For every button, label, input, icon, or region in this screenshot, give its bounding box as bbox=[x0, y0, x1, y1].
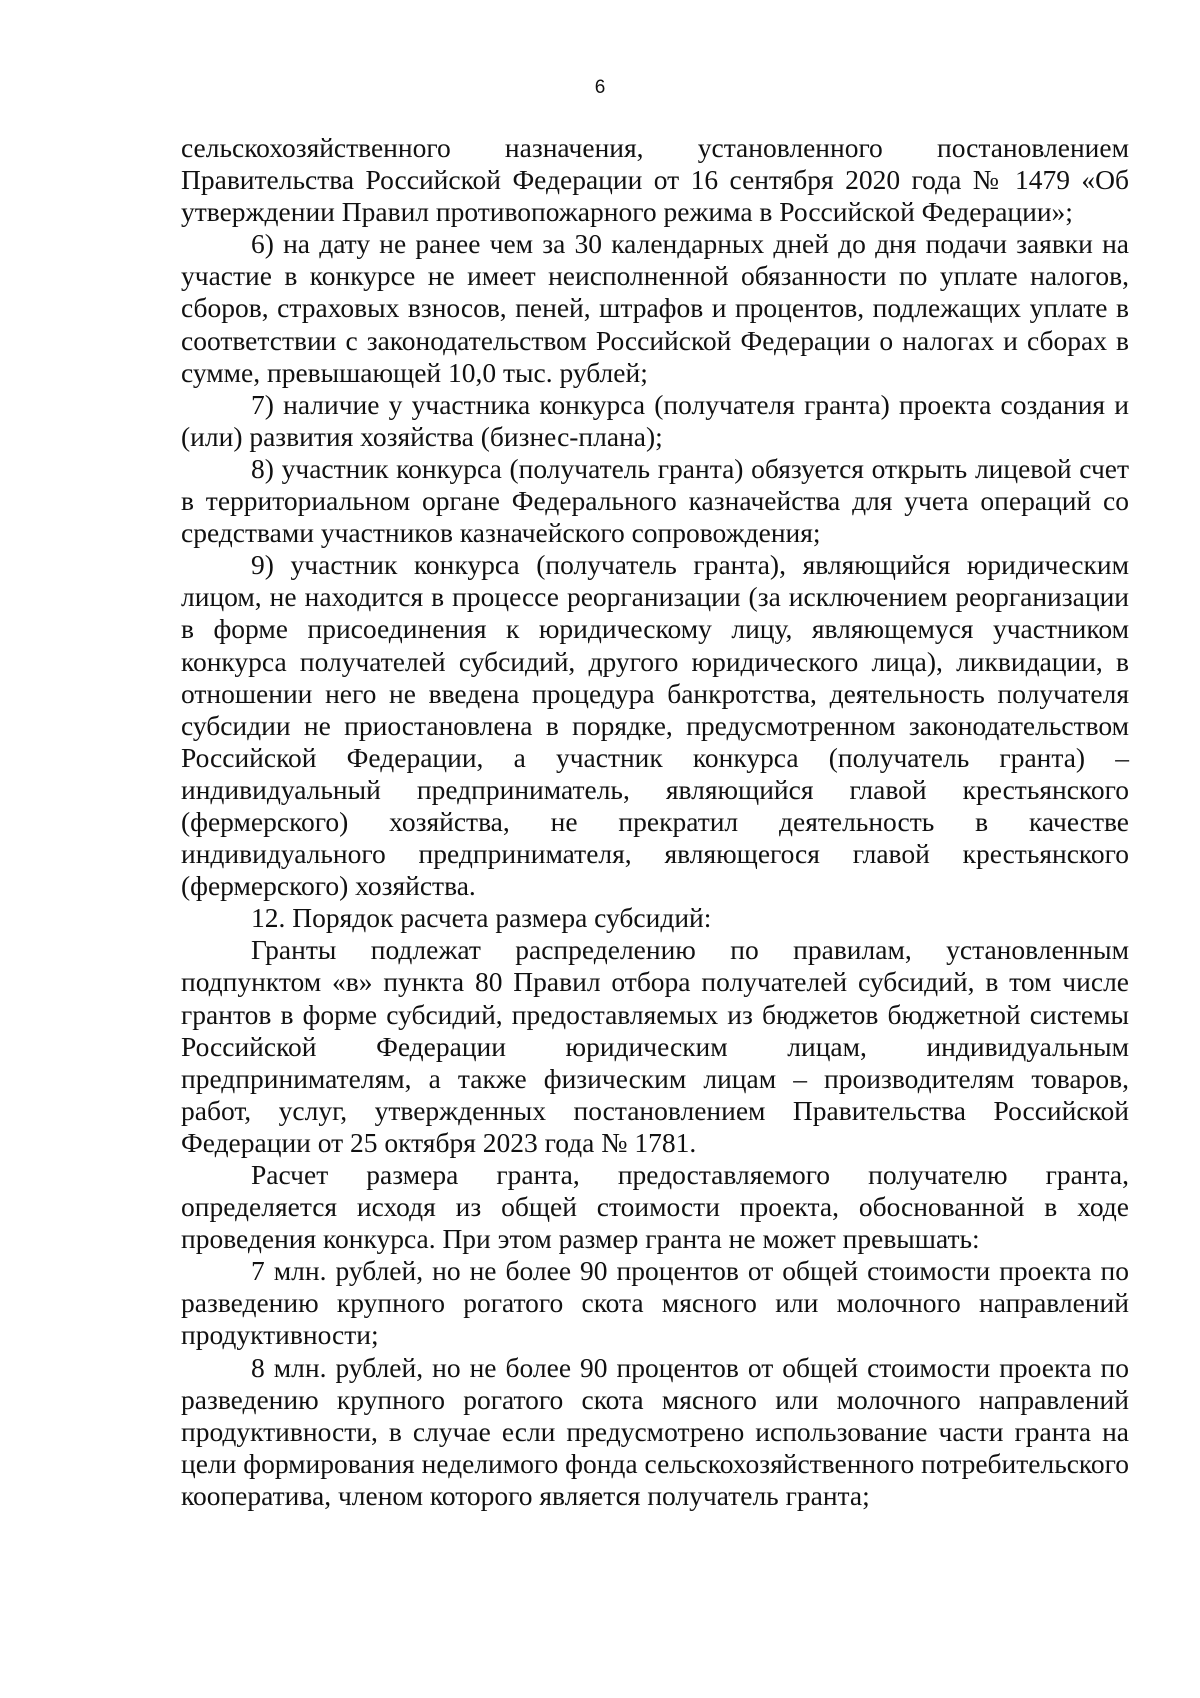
paragraph: 8) участник конкурса (получатель гранта) обязуется открыть лицевой счет в территориальном органе Федерального казначейства для учета операций со средствами участников казначейского сопровождения; bbox=[181, 452, 1129, 549]
section-heading: 12. Порядок расчета размера субсидий: bbox=[251, 902, 712, 934]
page-number: 6 bbox=[594, 77, 606, 98]
paragraph: Расчет размера гранта, предоставляемого получателю гранта, определяется исходя из общей стоимости проекта, обоснованной в ходе проведения конкурса. При этом размер гранта не может превышать: bbox=[181, 1159, 1129, 1255]
paragraph: Гранты подлежат распределению по правилам, установленным подпунктом «в» пункта 80 Правил отбора получателей субсидий, в том числе грантов в форме субсидий, предоставляемых из бюджетов бюджетной системы Российской Федерации юридическим лицам, индивидуальным предпринимателям, а также физическим лицам – производителям товаров, работ, услуг, утвержденных постановлением Правительства Российской Федерации от 25 октября 2023 года № 1781. bbox=[181, 934, 1129, 1158]
paragraph: 9) участник конкурса (получатель гранта), являющийся юридическим лицом, не находится в процессе реорганизации (за исключением реорганизации в форме присоединения к юридическому лицу, являющемуся участником конкурса получателей субсидий, другого юридического лица), ликвидации, в отношении него не введена процедура банкротства, деятельность получателя субсидии не приостановлена в порядке, предусмотренном законодательством Российской Федерации, а участник конкурса (получатель гранта) – индивидуальный предприниматель, являющийся главой крестьянского (фермерского) хозяйства, не прекратил деятельность в качестве индивидуального предпринимателя, являющегося главой крестьянского (фермерского) хозяйства. bbox=[181, 549, 1129, 902]
paragraph: 6) на дату не ранее чем за 30 календарных дней до дня подачи заявки на участие в конкурсе не имеет неисполненной обязанности по уплате налогов, сборов, страховых взносов, пеней, штрафов и процентов, подлежащих уплате в соответствии с законодательством Российской Федерации о налогах и сборах в сумме, превышающей 10,0 тыс. рублей; bbox=[181, 228, 1129, 388]
paragraph: сельскохозяйственного назначения, установленного постановлением Правительства Российской Федерации от 16 сентября 2020 года № 1479 «Об утверждении Правил противопожарного режима в Российской Федерации»; bbox=[181, 132, 1129, 228]
paragraph: 7 млн. рублей, но не более 90 процентов от общей стоимости проекта по разведению крупного рогатого скота мясного или молочного направлений продуктивности; bbox=[181, 1255, 1129, 1351]
document-body bbox=[181, 132, 1129, 1512]
paragraph: 7) наличие у участника конкурса (получателя гранта) проекта создания и (или) развития хозяйства (бизнес-плана); bbox=[181, 388, 1129, 452]
paragraph: 8 млн. рублей, но не более 90 процентов от общей стоимости проекта по разведению крупного рогатого скота мясного или молочного направлений продуктивности, в случае если предусмотрено использование части гранта на цели формирования неделимого фонда сельскохозяйственного потребительского кооператива, членом которого является получатель гранта; bbox=[181, 1351, 1129, 1511]
